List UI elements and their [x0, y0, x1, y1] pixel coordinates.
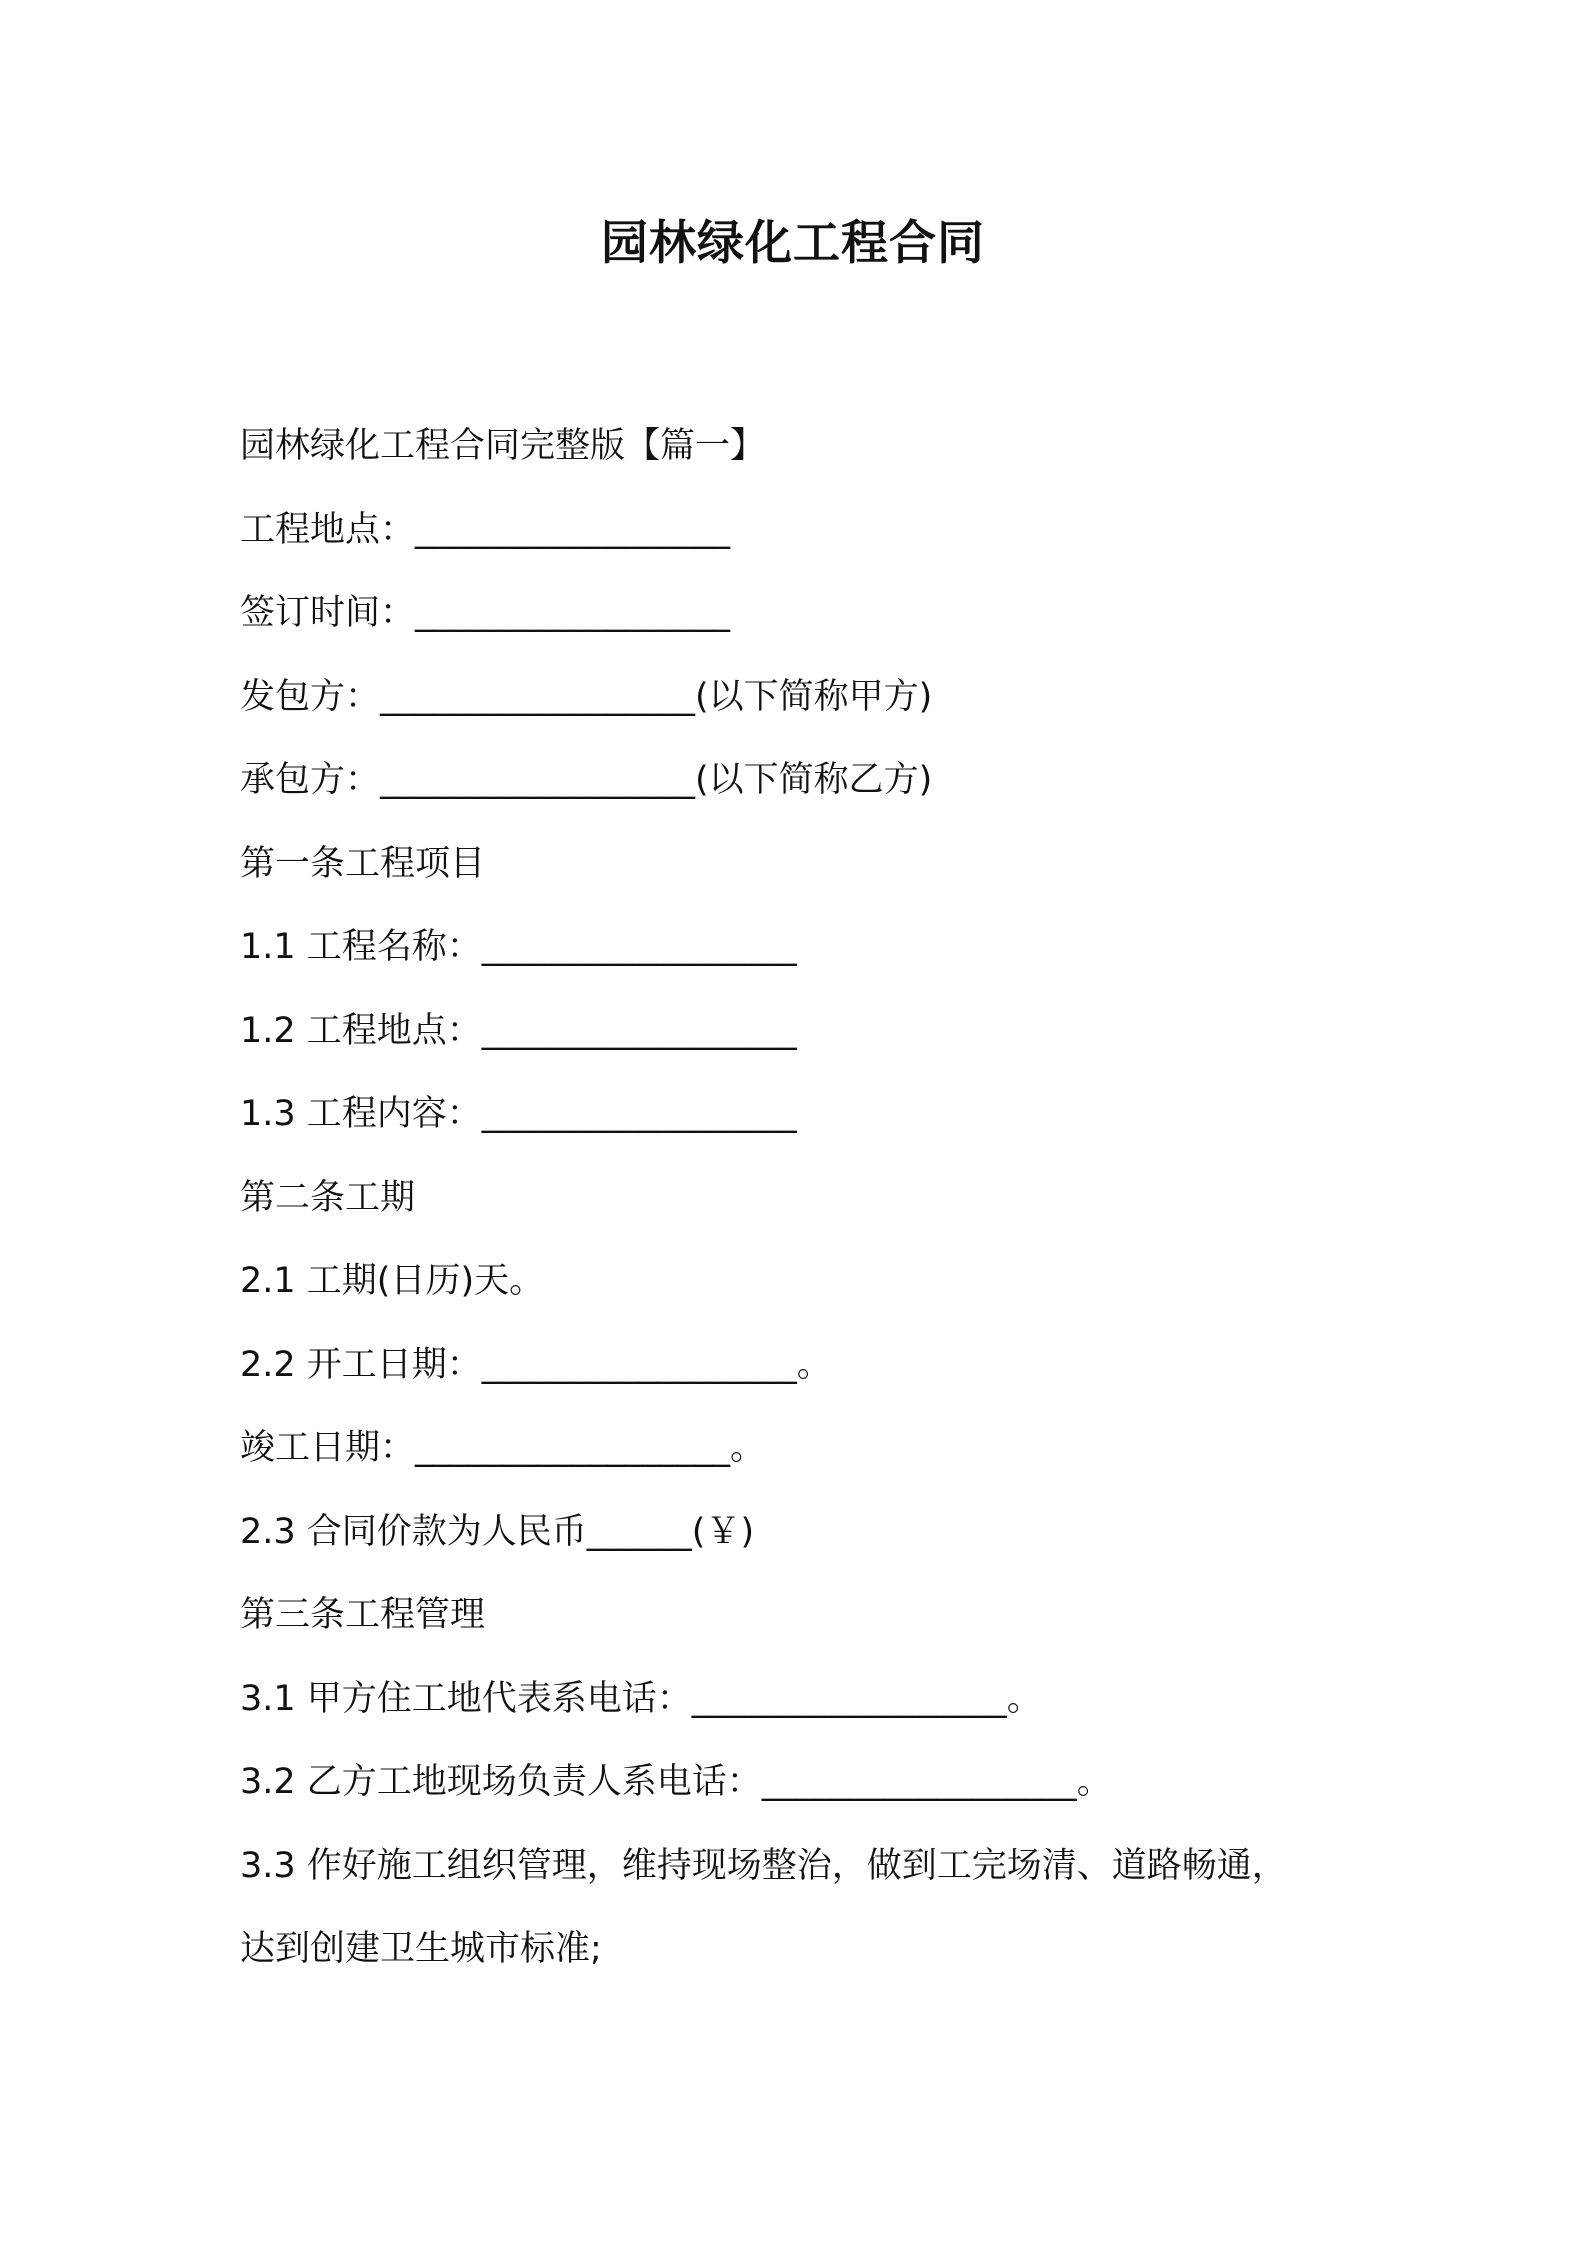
field-employer: 发包方：__________________(以下简称甲方): [240, 676, 933, 717]
field-contractor: 承包方：__________________(以下简称乙方): [240, 760, 933, 800]
clause-1-2: 1.2 工程地点：__________________: [240, 1010, 797, 1051]
field-completion-date: 竣工日期：__________________。: [240, 1428, 766, 1468]
document-title: 园林绿化工程合同: [601, 216, 985, 271]
article-1-heading: 第一条工程项目: [240, 843, 486, 884]
field-project-location: 工程地点：__________________: [240, 509, 731, 550]
section-heading: 园林绿化工程合同完整版【篇一】: [240, 426, 766, 466]
clause-2-3: 2.3 合同价款为人民币______(￥): [240, 1511, 755, 1552]
clause-3-1: 3.1 甲方住工地代表系电话：__________________。: [240, 1678, 1042, 1719]
clause-2-2: 2.2 开工日期：__________________。: [240, 1344, 832, 1385]
clause-1-1: 1.1 工程名称：__________________: [240, 927, 797, 967]
article-3-heading: 第三条工程管理: [240, 1595, 486, 1635]
article-2-heading: 第二条工期: [240, 1177, 416, 1218]
clause-1-3: 1.3 工程内容：__________________: [240, 1094, 797, 1134]
field-signing-time: 签订时间：__________________: [240, 593, 731, 633]
clause-3-2: 3.2 乙方工地现场负责人系电话：__________________。: [240, 1762, 1112, 1802]
clause-3-3-continued: 达到创建卫生城市标准;: [240, 1929, 602, 1969]
clause-3-3: 3.3 作好施工组织管理，维持现场整治，做到工完场清、道路畅通，: [240, 1845, 1287, 1886]
document-body: [240, 405, 1390, 1992]
clause-2-1: 2.1 工期(日历)天。: [240, 1261, 545, 1301]
